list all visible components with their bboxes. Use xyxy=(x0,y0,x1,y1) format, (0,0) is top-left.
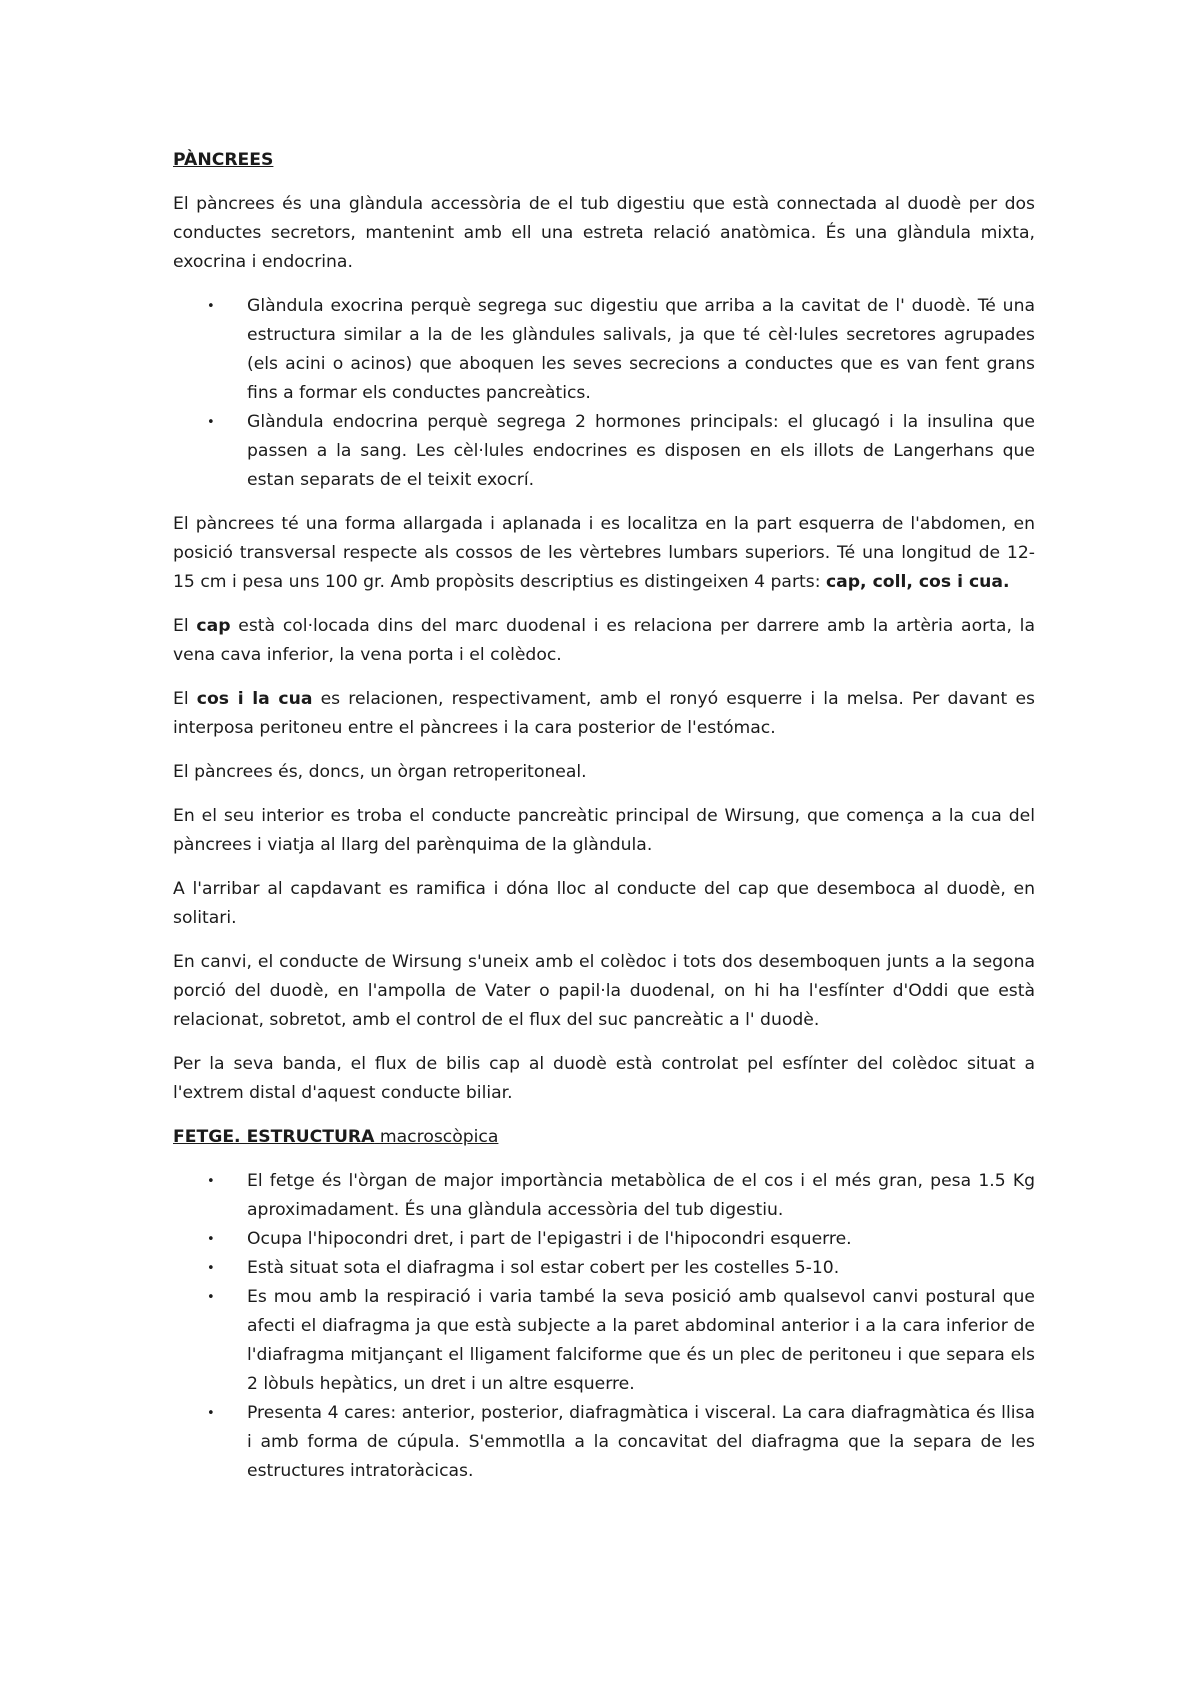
list-item-text: Glàndula endocrina perquè segrega 2 hormones principals: el glucagó i la insulina que passen a la sang. Les cèl·lules endocrines es disposen en els illots de Langerhans que estan separats de el teixit exocrí. xyxy=(247,412,1035,490)
list-item-text: Està situat sota el diafragma i sol estar cobert per les costelles 5-10. xyxy=(247,1258,840,1278)
paragraph-retroperitoneal: El pàncrees és, doncs, un òrgan retroperitoneal. xyxy=(173,762,587,782)
bullet-icon: • xyxy=(207,1290,215,1305)
list-item xyxy=(173,1283,1035,1399)
paragraph-cos-cua xyxy=(173,685,1035,743)
paragraph-text: es relacionen, respectivament, amb el ronyó esquerre i la melsa. Per davant es interposa peritoneu entre el pàncrees i la cara posterior de l'estómac. xyxy=(173,689,1035,738)
list-item xyxy=(173,408,1035,495)
section-title-normal: macroscòpica xyxy=(374,1127,499,1147)
list-item-text: Es mou amb la respiració i varia també la seva posició amb qualsevol canvi postural que afecti el diafragma ja que està subjecte a la paret abdominal anterior i a la cara inferior de l'diafragma mitjançant el lligament falciforme que és un plec de peritoneu i que separa els 2 lòbuls hepàtics, un dret i un altre esquerre. xyxy=(247,1287,1035,1394)
list-item xyxy=(173,1167,1035,1225)
section-title-pancrees: PÀNCREES xyxy=(173,150,274,170)
list-item xyxy=(173,292,1035,408)
paragraph-cap xyxy=(173,612,1035,670)
bullet-icon: • xyxy=(207,1174,215,1189)
section-title-fetge xyxy=(173,1123,1035,1152)
paragraph-canvi: En canvi, el conducte de Wirsung s'uneix amb el colèdoc i tots dos desemboquen junts a la segona porció del duodè, en l'ampolla de Vater o papil·la duodenal, on hi ha l'esfínter d'Oddi que està relacionat, sobretot, amb el control de el flux del suc pancreàtic a l' duodè. xyxy=(173,952,1035,1030)
bullet-icon: • xyxy=(207,299,215,314)
list-item xyxy=(173,1225,1035,1254)
list-item-text: Ocupa l'hipocondri dret, i part de l'epigastri i de l'hipocondri esquerre. xyxy=(247,1229,852,1249)
paragraph-text: està col·locada dins del marc duodenal i es relaciona per darrere amb la artèria aorta, la vena cava inferior, la vena porta i el colèdoc. xyxy=(173,616,1035,665)
list-item-text: El fetge és l'òrgan de major importància metabòlica de el cos i el més gran, pesa 1.5 Kg aproximadament. És una glàndula accessòria del tub digestiu. xyxy=(247,1171,1035,1220)
bullet-list-pancrees xyxy=(173,292,1035,495)
paragraph-text: El pàncrees té una forma allargada i aplanada i es localitza en la part esquerra de l'abdomen, en posició transversal respecte als cossos de les vèrtebres lumbars superiors. Té una longitud de 12-15 cm i pesa uns 100 gr. Amb propòsits descriptius es distingeixen 4 parts: xyxy=(173,514,1035,592)
bold-text: cap, coll, cos i cua. xyxy=(825,572,1010,592)
list-item xyxy=(173,1254,1035,1283)
paragraph-interior: En el seu interior es troba el conducte pancreàtic principal de Wirsung, que comença a la cua del pàncrees i viatja al llarg del parènquima de la glàndula. xyxy=(173,806,1035,855)
bullet-icon: • xyxy=(207,415,215,430)
paragraph-bilis: Per la seva banda, el flux de bilis cap al duodè està controlat pel esfínter del colèdoc situat a l'extrem distal d'aquest conducte biliar. xyxy=(173,1054,1035,1103)
bold-text: cos i la cua xyxy=(196,689,313,709)
bullet-list-fetge xyxy=(173,1167,1035,1486)
paragraph-text: El xyxy=(173,616,197,636)
section-title-bold: FETGE. ESTRUCTURA xyxy=(173,1127,375,1147)
bold-text: cap xyxy=(196,616,231,636)
paragraph-arribar: A l'arribar al capdavant es ramifica i dóna lloc al conducte del cap que desemboca al duodè, en solitari. xyxy=(173,879,1035,928)
bullet-icon: • xyxy=(207,1232,215,1247)
list-item xyxy=(173,1399,1035,1486)
paragraph-forma xyxy=(173,510,1035,597)
document-page xyxy=(173,146,1035,1501)
paragraph-intro: El pàncrees és una glàndula accessòria de el tub digestiu que està connectada al duodè per dos conductes secretors, mantenint amb ell una estreta relació anatòmica. És una glàndula mixta, exocrina i endocrina. xyxy=(173,194,1035,272)
bullet-icon: • xyxy=(207,1261,215,1276)
bullet-icon: • xyxy=(207,1406,215,1421)
paragraph-text: El xyxy=(173,689,197,709)
list-item-text: Presenta 4 cares: anterior, posterior, diafragmàtica i visceral. La cara diafragmàtica és llisa i amb forma de cúpula. S'emmotlla a la concavitat del diafragma que la separa de les estructures intratoràcicas. xyxy=(247,1403,1035,1481)
list-item-text: Glàndula exocrina perquè segrega suc digestiu que arriba a la cavitat de l' duodè. Té una estructura similar a la de les glàndules salivals, ja que té cèl·lules secretores agrupades (els acini o acinos) que aboquen les seves secrecions a conductes que es van fent grans fins a formar els conductes pancreàtics. xyxy=(247,296,1035,403)
